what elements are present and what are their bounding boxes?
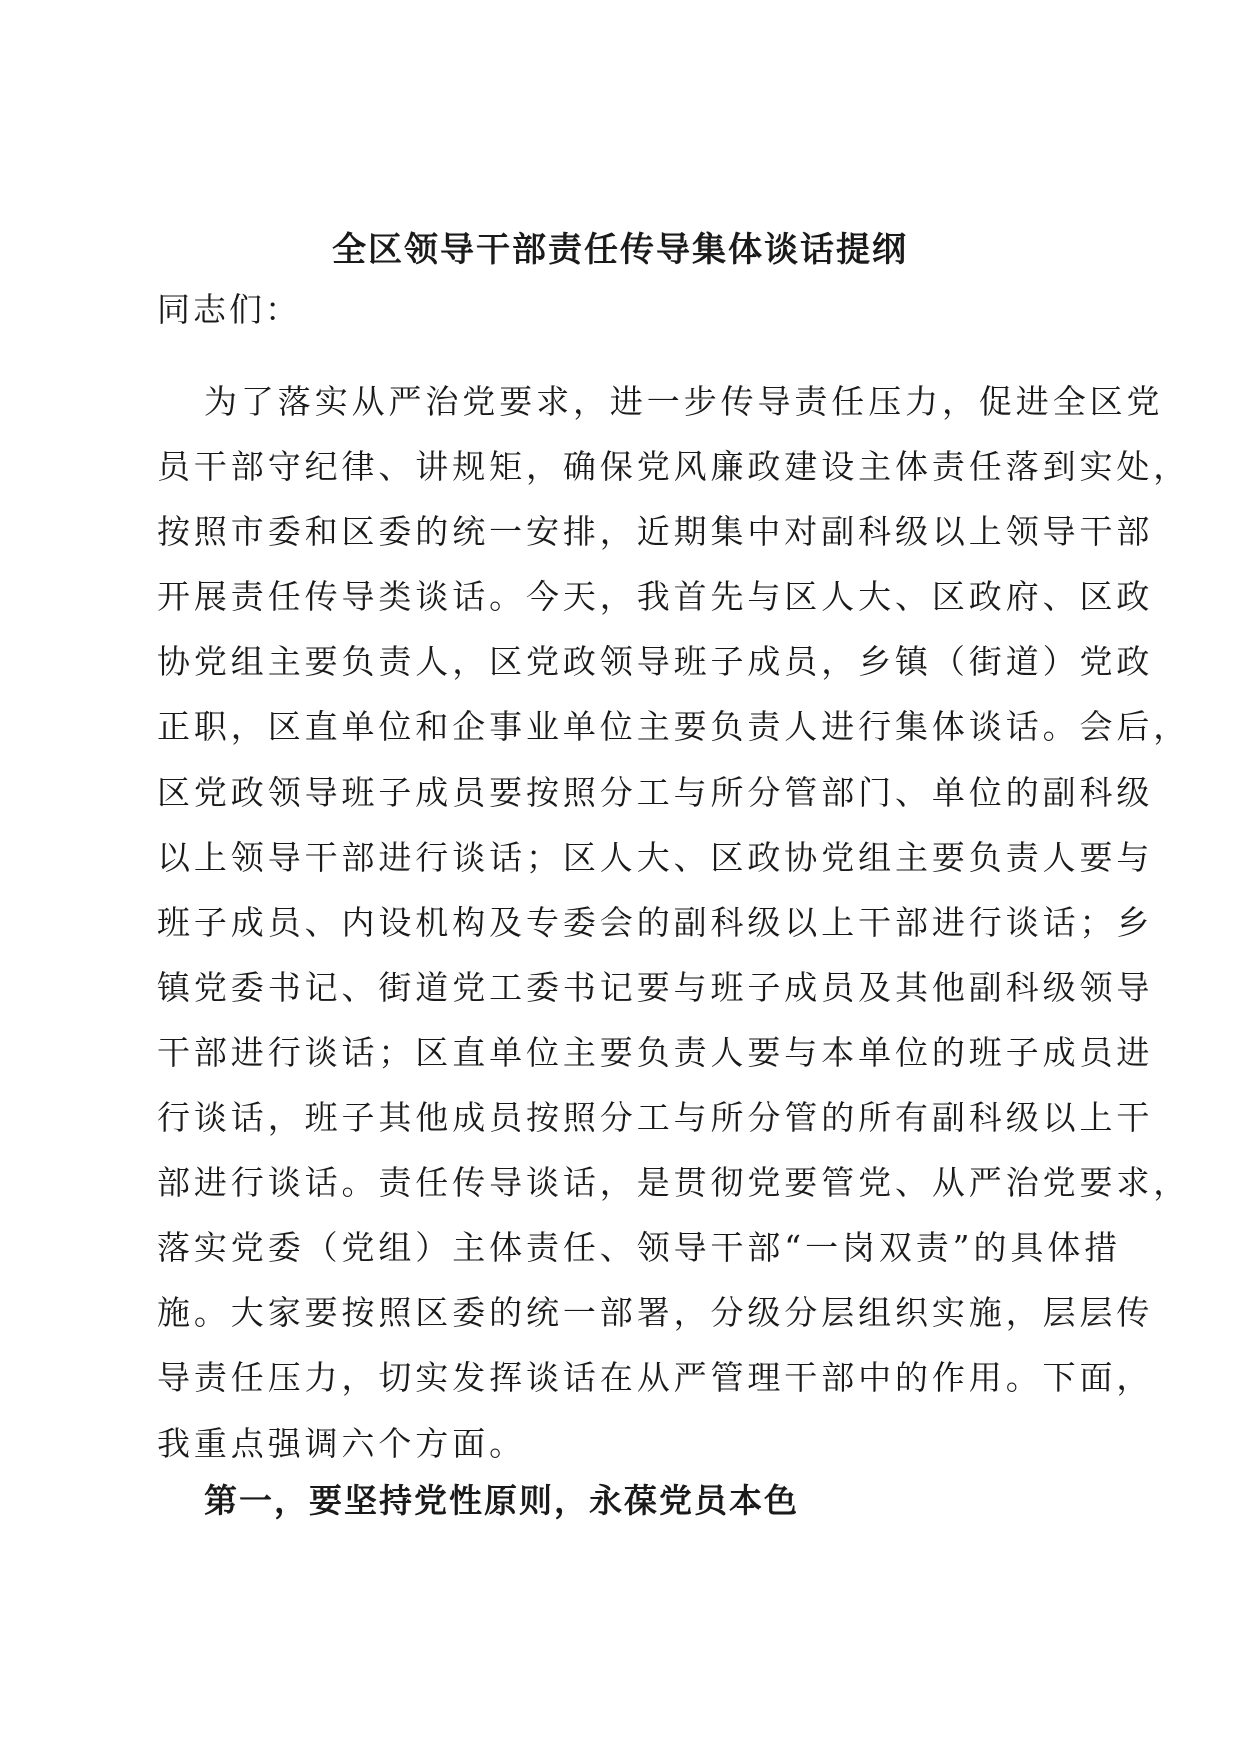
paragraph-line: 我重点强调六个方面。 bbox=[157, 1423, 526, 1463]
paragraph-line: 行谈话，班子其他成员按照分工与所分管的所有副科级以上干 bbox=[157, 1098, 1154, 1138]
paragraph-line: 按照市委和区委的统一安排，近期集中对副科级以上领导干部 bbox=[157, 512, 1154, 552]
paragraph-line: 落实党委（党组）主体责任、领导干部“一岗双责”的具体措 bbox=[157, 1228, 1122, 1268]
salutation: 同志们： bbox=[157, 290, 301, 329]
paragraph-line: 开展责任传导类谈话。今天，我首先与区人大、区政府、区政 bbox=[157, 577, 1154, 617]
paragraph-line: 导责任压力，切实发挥谈话在从严管理干部中的作用。下面， bbox=[157, 1358, 1154, 1398]
paragraph-line: 镇党委书记、街道党工委书记要与班子成员及其他副科级领导 bbox=[157, 967, 1154, 1007]
paragraph-line: 员干部守纪律、讲规矩，确保党风廉政建设主体责任落到实处， bbox=[157, 447, 1191, 487]
document-title: 全区领导干部责任传导集体谈话提纲 bbox=[332, 230, 908, 270]
paragraph-line: 正职，区直单位和企事业单位主要负责人进行集体谈话。会后， bbox=[157, 707, 1191, 747]
paragraph-line: 区党政领导班子成员要按照分工与所分管部门、单位的副科级 bbox=[157, 772, 1154, 812]
section-heading: 第一，要坚持党性原则，永葆党员本色 bbox=[204, 1481, 799, 1520]
paragraph-line: 协党组主要负责人，区党政领导班子成员，乡镇（街道）党政 bbox=[157, 642, 1154, 682]
paragraph-line: 为了落实从严治党要求，进一步传导责任压力，促进全区党 bbox=[204, 382, 1164, 421]
paragraph-line: 以上领导干部进行谈话；区人大、区政协党组主要负责人要与 bbox=[157, 837, 1154, 877]
body-paragraph bbox=[157, 382, 1191, 1489]
paragraph-line: 施。大家要按照区委的统一部署，分级分层组织实施，层层传 bbox=[157, 1293, 1154, 1333]
paragraph-line: 部进行谈话。责任传导谈话，是贯彻党要管党、从严治党要求， bbox=[157, 1163, 1191, 1203]
paragraph-line: 干部进行谈话；区直单位主要负责人要与本单位的班子成员进 bbox=[157, 1032, 1154, 1072]
paragraph-line: 班子成员、内设机构及专委会的副科级以上干部进行谈话；乡 bbox=[157, 902, 1154, 942]
